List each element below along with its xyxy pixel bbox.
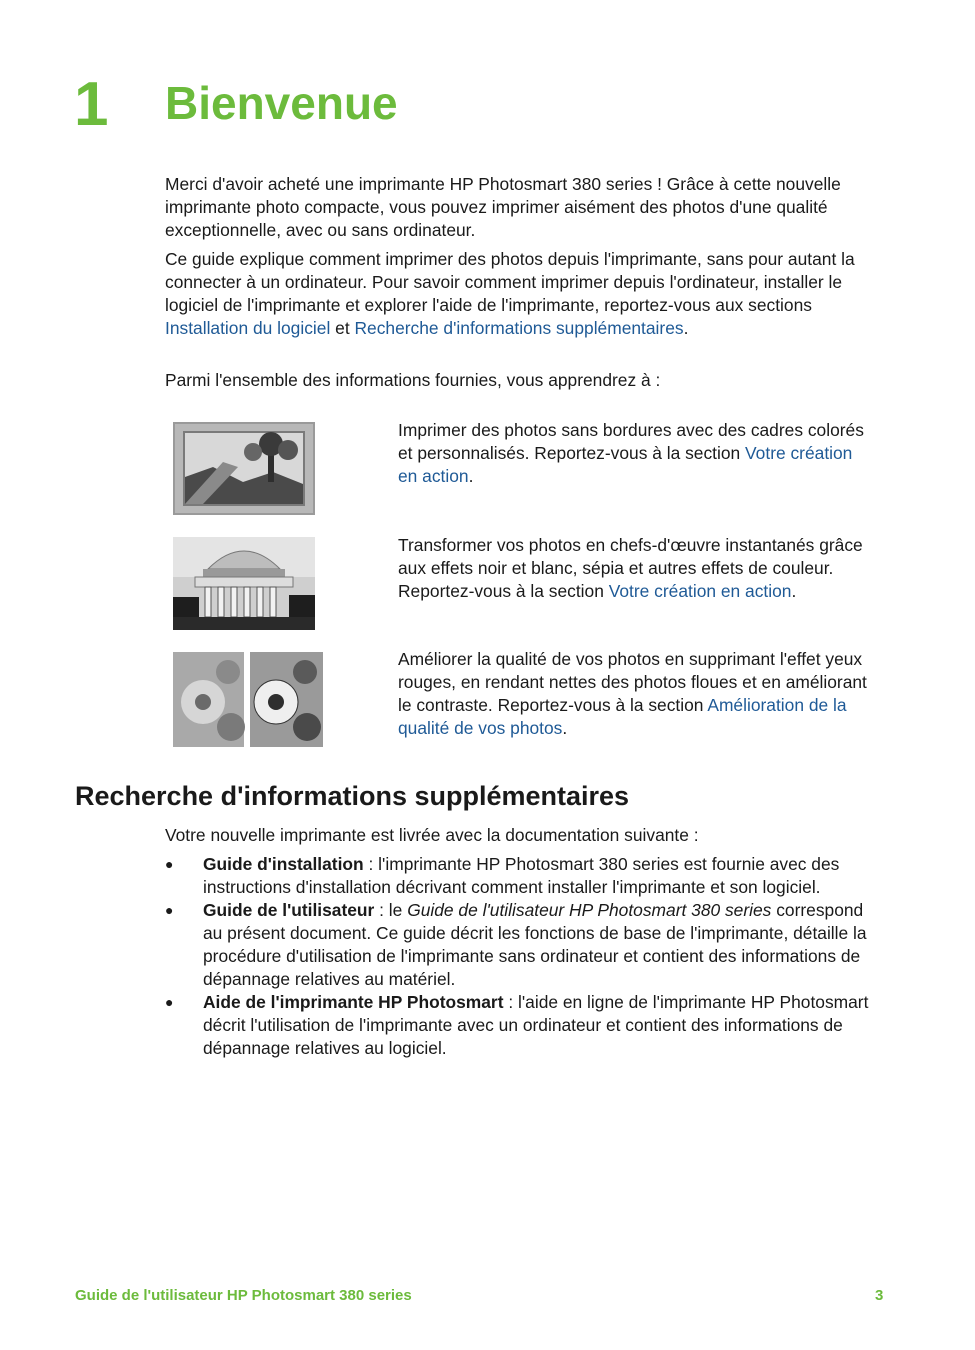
bullet-icon: ● bbox=[165, 994, 174, 1010]
documentation-list bbox=[165, 853, 880, 1060]
item-2-text-before: : le bbox=[374, 900, 408, 920]
intro-paragraph-1: Merci d'avoir acheté une imprimante HP Photosmart 380 series ! Grâce à cette nouvelle imprimante photo compacte, vous pouvez imprimer aisément des photos d'une qualité exceptionnelle, avec ou sans ordinateur. bbox=[165, 174, 841, 240]
item-1-text: : l'imprimante HP Photosmart 380 series est fournie avec des instructions d'installation décrivant comment installer l'imprimante et son logiciel. bbox=[203, 854, 840, 897]
section-heading: Recherche d'informations supplémentaires bbox=[75, 781, 630, 811]
feature-1-end: . bbox=[468, 466, 474, 486]
page-title: Bienvenue bbox=[165, 77, 398, 129]
section-intro: Votre nouvelle imprimante est livrée avec la documentation suivante : bbox=[165, 825, 699, 845]
flower-before-after-image bbox=[173, 652, 323, 747]
link-recherche-informations[interactable]: Recherche d'informations supplémentaires bbox=[354, 318, 684, 338]
feature-3-desc: Améliorer la qualité de vos photos en supprimant l'effet yeux rouges, en rendant nettes des photos floues et en améliorant le contraste. Reportez-vous à la section bbox=[398, 649, 867, 715]
framed-photo-image bbox=[173, 422, 315, 515]
intro-p2-end: . bbox=[683, 318, 689, 338]
link-amelioration-qualite[interactable]: Amélioration de la qualité de vos photos bbox=[398, 695, 847, 738]
item-2-text: correspond au présent document. Ce guide décrit les fonctions de base de l'imprimante, détaille la procédure d'utilisation de l'imprimante sans ordinateur et contient des informations de dépannage relatives au matériel. bbox=[203, 900, 867, 989]
intro-paragraph-2 bbox=[165, 248, 855, 340]
feature-1-text bbox=[398, 419, 868, 488]
feature-2-text bbox=[398, 534, 868, 603]
intro-p2-mid: et bbox=[330, 318, 355, 338]
intro-p2-text: Ce guide explique comment imprimer des photos depuis l'imprimante, sans pour autant la connecter à un ordinateur. Pour savoir comment imprimer depuis l'ordinateur, installer le logiciel de l'imprimante et explorer l'aide de l'imprimante, reportez-vous aux sections bbox=[165, 249, 855, 315]
bullet-icon: ● bbox=[165, 902, 174, 918]
intro-paragraph-3: Parmi l'ensemble des informations fournies, vous apprendrez à : bbox=[165, 370, 661, 390]
feature-2-desc: Transformer vos photos en chefs-d'œuvre instantanés grâce aux effets noir et blanc, sépia et autres effets de couleur. Reportez-vous à la section bbox=[398, 535, 863, 601]
footer-title: Guide de l'utilisateur HP Photosmart 380 series bbox=[75, 1287, 412, 1304]
link-installation-logiciel[interactable]: Installation du logiciel bbox=[165, 318, 331, 338]
bullet-icon: ● bbox=[165, 856, 174, 872]
chapter-number: 1 bbox=[74, 70, 109, 139]
list-item bbox=[165, 853, 880, 899]
item-2-italic: Guide de l'utilisateur HP Photosmart 380 series bbox=[407, 900, 772, 920]
feature-1-desc: Imprimer des photos sans bordures avec des cadres colorés et personnalisés. Reportez-vous à la section bbox=[398, 420, 864, 463]
building-photo-image bbox=[173, 537, 315, 630]
list-item bbox=[165, 899, 880, 991]
feature-3-end: . bbox=[562, 718, 568, 738]
list-item bbox=[165, 991, 880, 1060]
link-votre-creation-1[interactable]: Votre création en action bbox=[398, 443, 853, 486]
link-votre-creation-2[interactable]: Votre création en action bbox=[608, 581, 792, 601]
item-2-title: Guide de l'utilisateur bbox=[203, 900, 375, 920]
feature-2-end: . bbox=[791, 581, 797, 601]
page-number: 3 bbox=[875, 1287, 884, 1304]
feature-3-text bbox=[398, 648, 868, 740]
item-3-text: : l'aide en ligne de l'imprimante HP Photosmart décrit l'utilisation de l'imprimante avec un ordinateur et contient des informations de dépannage relatives au logiciel. bbox=[203, 992, 869, 1058]
item-3-title: Aide de l'imprimante HP Photosmart bbox=[203, 992, 504, 1012]
item-1-title: Guide d'installation bbox=[203, 854, 364, 874]
